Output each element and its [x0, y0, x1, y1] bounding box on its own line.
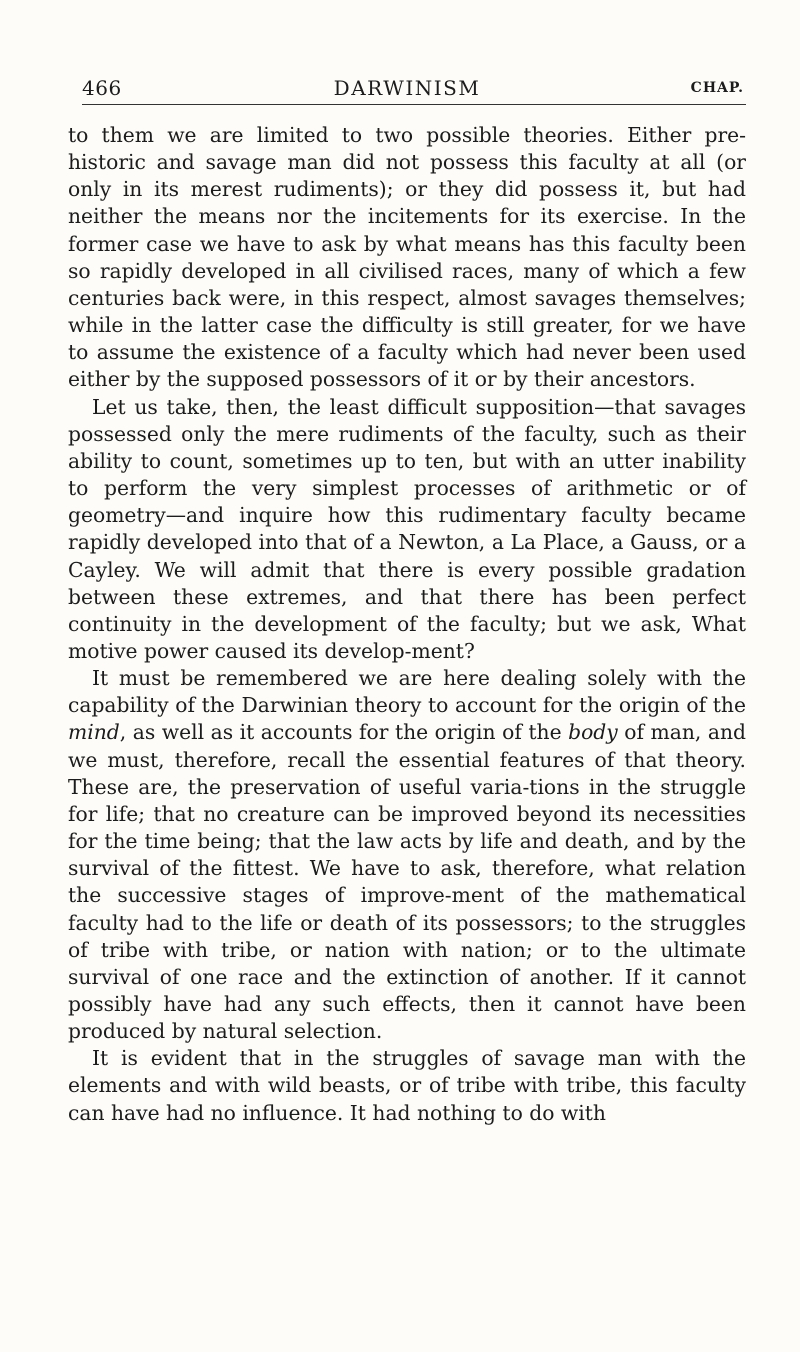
- paragraph-4-text: It is evident that in the struggles of savage man with the elements and with wild beasts, or of tribe with tribe, this faculty can have had no influence. It had nothing to do with: [68, 1046, 746, 1125]
- running-title: DARWINISM: [333, 76, 481, 100]
- paragraph-2: [68, 394, 746, 666]
- paragraph-3: [68, 665, 746, 1045]
- italic-body: body: [568, 720, 618, 745]
- paragraph-3-text-before: It must be remembered we are here dealing solely with the capability of the Darwinian theory to account for the origin of the: [68, 666, 746, 718]
- header-rule: [82, 104, 746, 105]
- italic-mind: mind: [68, 720, 120, 745]
- paragraph-4: [68, 1045, 746, 1126]
- page-header: [68, 0, 746, 100]
- paragraph-2-text: Let us take, then, the least difficult supposition—that savages possessed only the mere rudiments of the faculty, such as their ability to count, sometimes up to ten, but with an utter inability to perform the very simplest processes of arithmetic or of geometry—and inquire how this rudimentary faculty became rapidly developed into that of a Newton, a La Place, a Gauss, or a Cayley. We will admit that there is every possible gradation between these extremes, and that there has been perfect continuity in the development of the faculty; but we ask, What motive power caused its develop-ment?: [68, 394, 746, 663]
- page-number: 466: [82, 76, 122, 100]
- paragraph-3-text-after: of man, and we must, therefore, recall the essential features of that theory. These are, the preservation of useful varia-tions in the struggle for life; that no creature can be improved beyond its necessities for the time being; that the law acts by life and death, and by the survival of the fittest. We have to ask, therefore, what relation the successive stages of improve-ment of the mathematical faculty had to the life or death of its possessors; to the struggles of tribe with tribe, or nation with nation; or to the ultimate survival of one race and the extinction of another. If it cannot possibly have had any such effects, then it cannot have been produced by natural selection.: [68, 720, 746, 1044]
- paragraph-3-text-middle: , as well as it accounts for the origin of the: [119, 720, 569, 745]
- paragraph-1-text: to them we are limited to two possible theories. Either pre-historic and savage man did not possess this faculty at all (or only in its merest rudiments); or they did possess it, but had neither the means nor the incitements for its exercise. In the former case we have to ask by what means has this faculty been so rapidly developed in all civilised races, many of which a few centuries back were, in this respect, almost savages themselves; while in the latter case the difficulty is still greater, for we have to assume the existence of a faculty which had never been used either by the supposed possessors of it or by their ancestors.: [68, 123, 746, 392]
- chapter-label: CHAP.: [690, 80, 744, 96]
- body-text: [68, 122, 746, 1127]
- book-page: [68, 0, 746, 1125]
- paragraph-1: [68, 122, 746, 394]
